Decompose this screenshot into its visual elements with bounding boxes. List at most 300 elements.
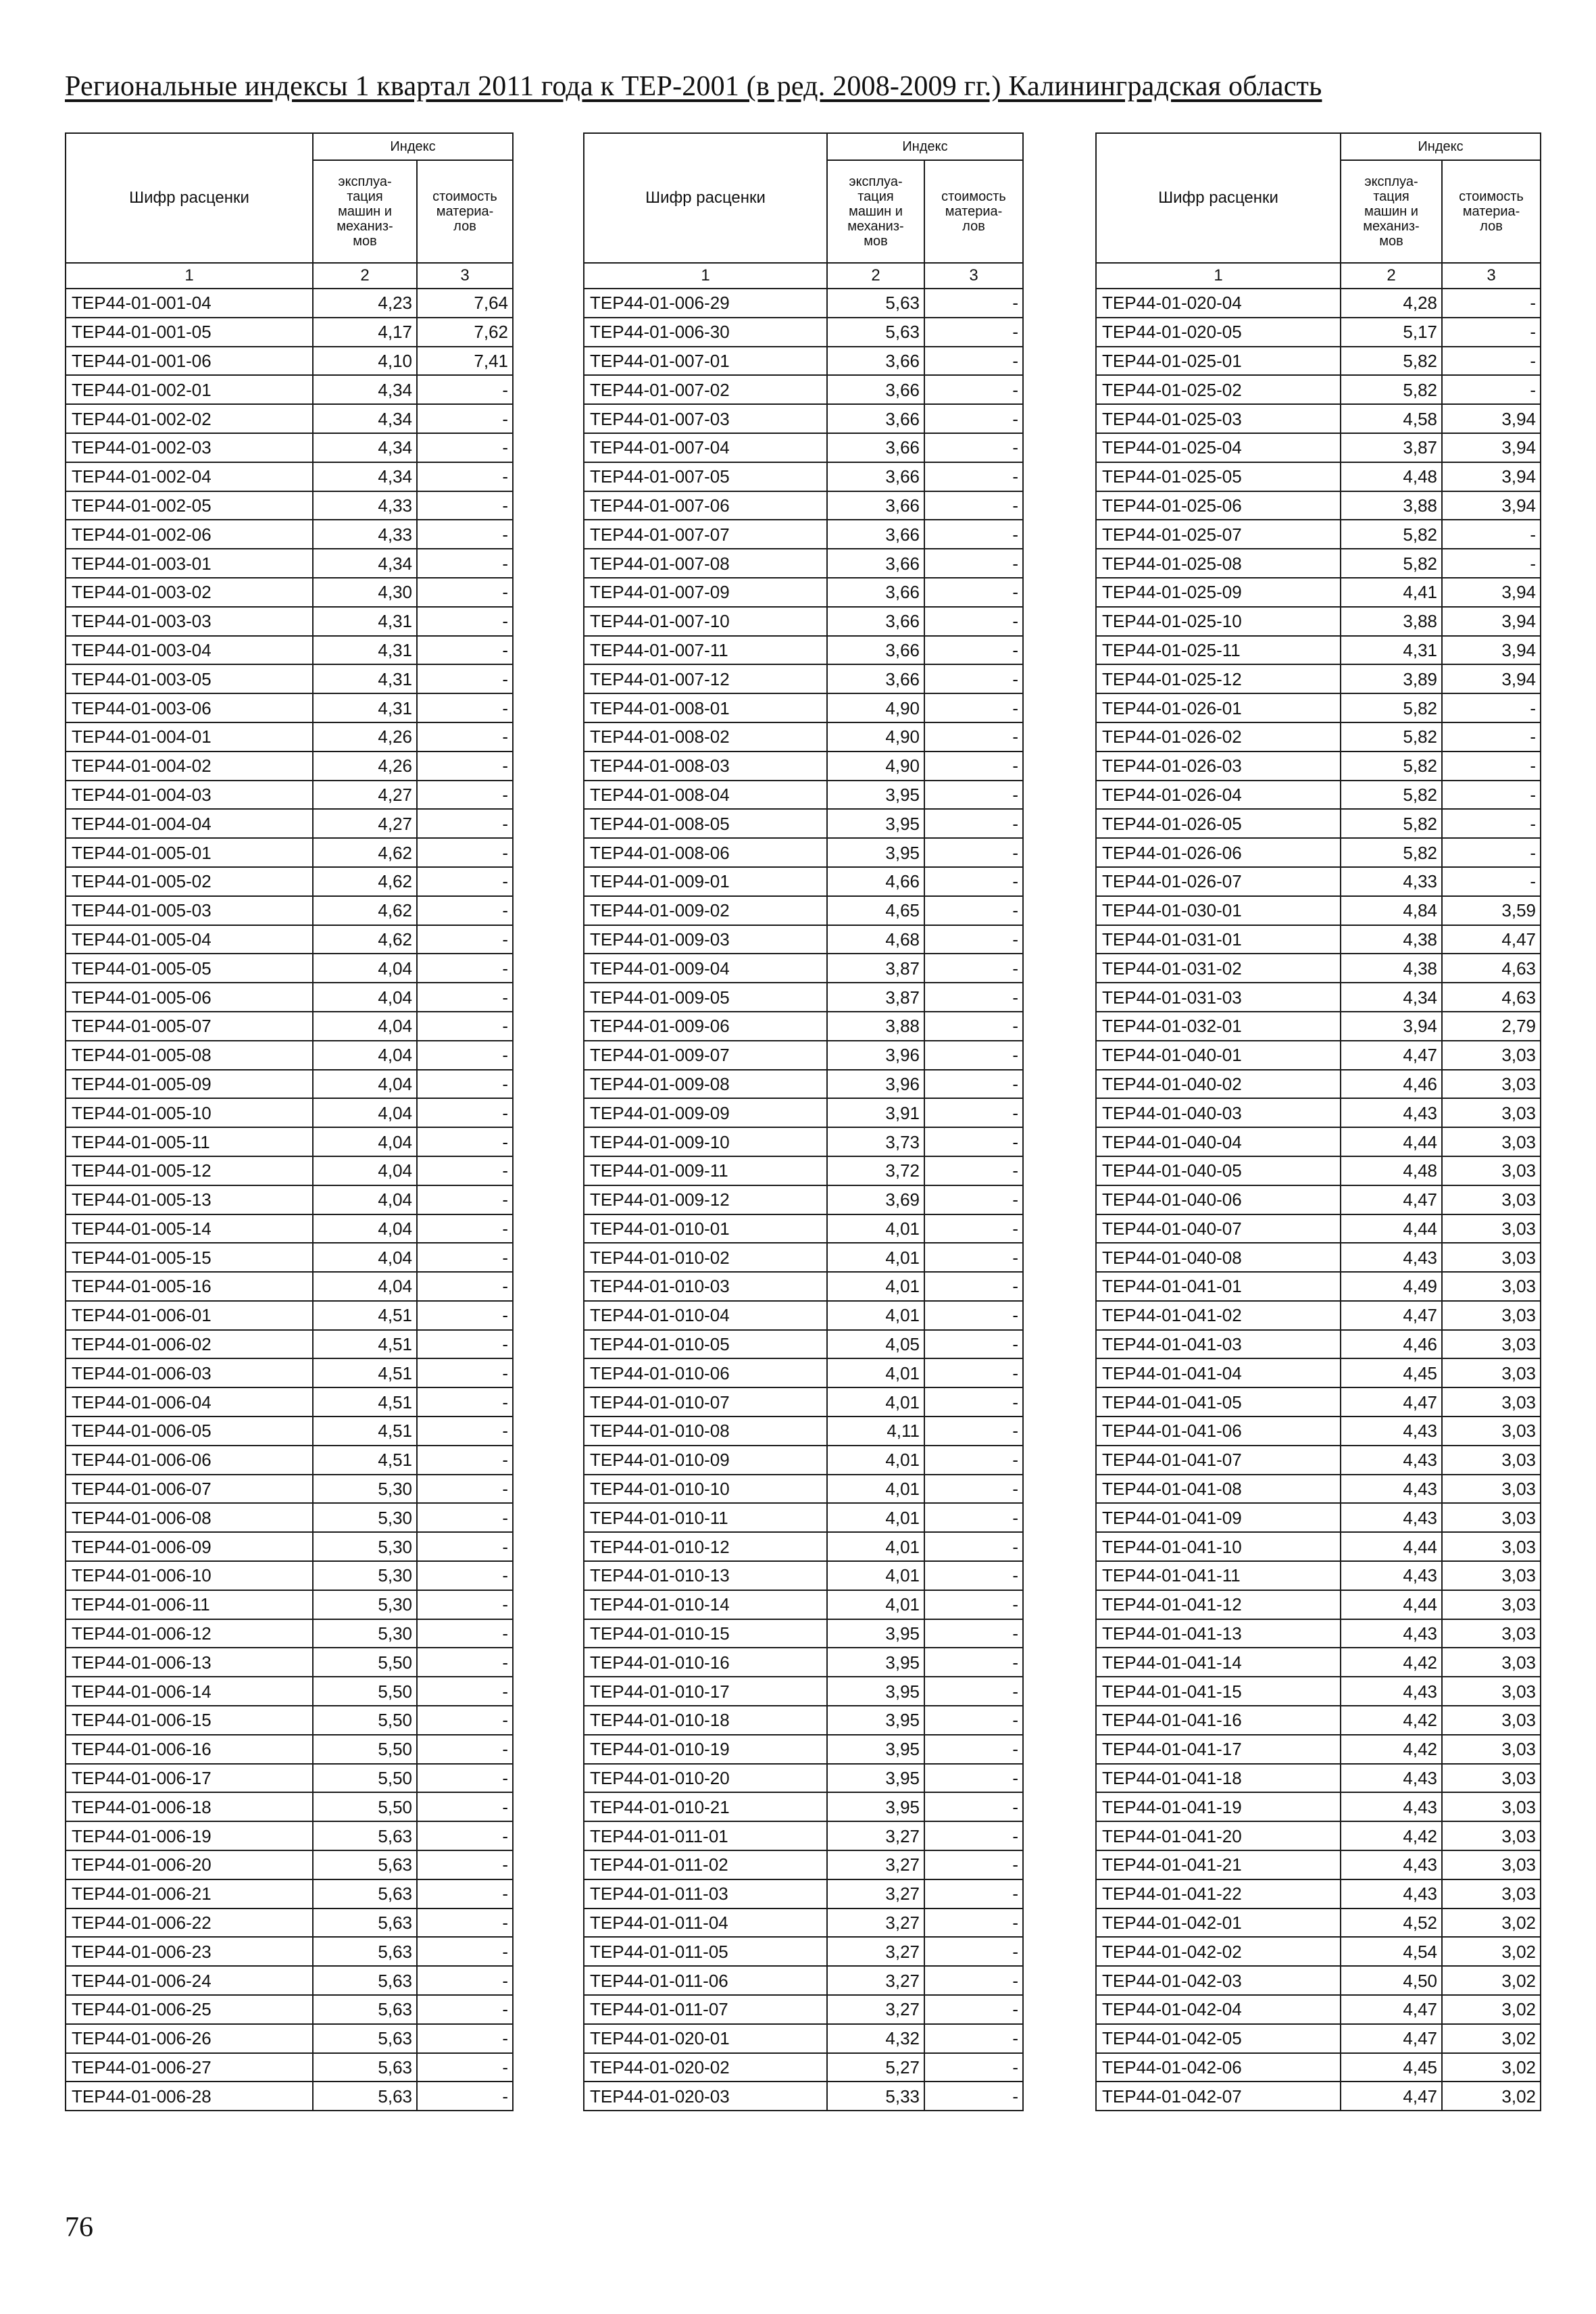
rate-code-cell: ТЕР44-01-008-05 [584,809,827,838]
materials-index-cell: - [417,809,513,838]
rate-code-cell: ТЕР44-01-009-11 [584,1156,827,1185]
column-number-2: 2 [827,263,924,289]
machines-index-cell: 5,82 [1341,781,1442,810]
table-row [584,578,1023,607]
machines-index-cell: 5,63 [313,2024,417,2053]
rate-code-cell: ТЕР44-01-041-22 [1096,1879,1341,1909]
table-row [66,1503,513,1532]
machines-index-cell: 4,04 [313,1041,417,1070]
table-row [66,347,513,376]
materials-index-cell: - [417,1156,513,1185]
rate-code-cell: ТЕР44-01-010-12 [584,1532,827,1561]
materials-index-cell: 3,02 [1442,1966,1541,1995]
rate-code-cell: ТЕР44-01-020-01 [584,2024,827,2053]
table-row [584,347,1023,376]
index-group-header: Индекс [313,133,513,160]
materials-index-cell: - [1442,722,1541,752]
rate-code-cell: ТЕР44-01-011-05 [584,1937,827,1966]
table-row [1096,1070,1541,1099]
rate-code-cell: ТЕР44-01-041-16 [1096,1706,1341,1735]
machines-index-cell: 4,34 [1341,983,1442,1012]
table-row [584,1619,1023,1648]
machines-index-cell: 4,46 [1341,1330,1442,1359]
materials-index-cell: - [417,1590,513,1619]
materials-index-cell: - [417,549,513,578]
rate-code-cell: ТЕР44-01-005-01 [66,838,313,867]
machines-index-cell: 4,04 [313,1012,417,1041]
materials-index-cell: - [924,375,1023,404]
table-row [66,318,513,347]
machines-index-cell: 4,47 [1341,1301,1442,1330]
materials-index-cell: 7,41 [417,347,513,376]
column-number-2: 2 [313,263,417,289]
table-row [66,433,513,462]
column-number-1: 1 [1096,263,1341,289]
machines-index-cell: 4,48 [1341,1156,1442,1185]
table-row [66,1850,513,1879]
rate-code-cell: ТЕР44-01-006-19 [66,1821,313,1850]
materials-index-cell: - [924,1330,1023,1359]
rate-code-cell: ТЕР44-01-006-14 [66,1677,313,1706]
materials-index-cell: 3,94 [1442,433,1541,462]
materials-index-cell: 4,63 [1442,954,1541,983]
rate-code-cell: ТЕР44-01-006-03 [66,1358,313,1387]
materials-index-cell: - [1442,693,1541,722]
table-row [1096,664,1541,693]
table-row [1096,1012,1541,1041]
machines-index-cell: 5,82 [1341,347,1442,376]
table-row [66,1301,513,1330]
machines-index-cell: 5,27 [827,2053,924,2082]
materials-index-cell: - [924,1764,1023,1793]
materials-index-cell: 7,64 [417,289,513,318]
materials-index-cell: 3,03 [1442,1243,1541,1272]
rate-code-cell: ТЕР44-01-006-16 [66,1735,313,1764]
machines-index-cell: 4,01 [827,1358,924,1387]
machines-index-cell: 4,04 [313,983,417,1012]
table-row [1096,1821,1541,1850]
table-row [584,781,1023,810]
materials-index-cell: - [924,289,1023,318]
machines-index-cell: 4,51 [313,1330,417,1359]
machines-column-header: эксплуа- тация машин и механиз- мов [827,160,924,263]
table-row [66,1821,513,1850]
table-row [66,1937,513,1966]
rate-code-cell: ТЕР44-01-006-26 [66,2024,313,2053]
machines-index-cell: 4,01 [827,1446,924,1475]
materials-index-cell: - [417,2053,513,2082]
machines-index-cell: 3,96 [827,1041,924,1070]
machines-index-cell: 4,47 [1341,2024,1442,2053]
machines-index-cell: 5,63 [313,1850,417,1879]
materials-index-cell: - [417,781,513,810]
table-row [584,983,1023,1012]
rate-code-cell: ТЕР44-01-004-03 [66,781,313,810]
table-row [66,1909,513,1938]
table-row [1096,838,1541,867]
table-row [1096,752,1541,781]
machines-index-cell: 4,47 [1341,1185,1442,1214]
rate-code-cell: ТЕР44-01-025-05 [1096,462,1341,491]
materials-index-cell: - [417,1041,513,1070]
table-row [584,1012,1023,1041]
index-table [1095,132,1541,2111]
table-row [66,1706,513,1735]
rate-code-cell: ТЕР44-01-010-17 [584,1677,827,1706]
table-row [584,693,1023,722]
machines-index-cell: 5,30 [313,1475,417,1504]
machines-index-cell: 4,43 [1341,1417,1442,1446]
table-row [66,896,513,925]
table-row [584,1821,1023,1850]
rate-code-cell: ТЕР44-01-005-15 [66,1243,313,1272]
rate-code-cell: ТЕР44-01-006-27 [66,2053,313,2082]
machines-index-cell: 4,38 [1341,954,1442,983]
table-row [584,1561,1023,1590]
materials-index-cell: - [417,520,513,549]
materials-index-cell: 3,94 [1442,664,1541,693]
machines-index-cell: 3,95 [827,781,924,810]
table-row [1096,1475,1541,1504]
rate-code-cell: ТЕР44-01-025-09 [1096,578,1341,607]
table-row [66,954,513,983]
machines-index-cell: 4,44 [1341,1532,1442,1561]
rate-code-cell: ТЕР44-01-041-18 [1096,1764,1341,1793]
materials-index-cell: - [417,1792,513,1821]
machines-index-cell: 4,54 [1341,1937,1442,1966]
materials-index-cell: - [924,752,1023,781]
table-row [1096,578,1541,607]
rate-code-cell: ТЕР44-01-004-01 [66,722,313,752]
materials-index-cell: - [417,1272,513,1301]
rate-code-cell: ТЕР44-01-005-06 [66,983,313,1012]
machines-index-cell: 3,87 [827,983,924,1012]
machines-index-cell: 4,33 [313,520,417,549]
machines-index-cell: 4,50 [1341,1966,1442,1995]
machines-index-cell: 4,17 [313,318,417,347]
table-row [584,607,1023,636]
materials-index-cell: - [417,1619,513,1648]
materials-index-cell: 3,03 [1442,1590,1541,1619]
materials-index-cell: 4,47 [1442,925,1541,954]
table-row [1096,2082,1541,2111]
table-row [1096,954,1541,983]
rate-code-cell: ТЕР44-01-040-01 [1096,1041,1341,1070]
materials-index-cell: - [924,1937,1023,1966]
rate-code-cell: ТЕР44-01-006-18 [66,1792,313,1821]
index-group-header: Индекс [827,133,1023,160]
rate-code-cell: ТЕР44-01-042-01 [1096,1909,1341,1938]
table-header [1096,133,1541,289]
machines-index-cell: 3,95 [827,838,924,867]
table-row [584,1995,1023,2024]
rate-code-cell: ТЕР44-01-009-02 [584,896,827,925]
machines-index-cell: 4,34 [313,549,417,578]
rate-code-cell: ТЕР44-01-005-11 [66,1127,313,1156]
machines-index-cell: 4,34 [313,462,417,491]
machines-index-cell: 3,95 [827,1764,924,1793]
table-row [1096,1243,1541,1272]
materials-index-cell: - [924,1070,1023,1099]
rate-code-cell: ТЕР44-01-040-07 [1096,1214,1341,1244]
rate-code-cell: ТЕР44-01-010-20 [584,1764,827,1793]
materials-index-cell: - [417,954,513,983]
page-number: 76 [65,2212,93,2243]
table-row [1096,549,1541,578]
table-row [584,375,1023,404]
rate-code-cell: ТЕР44-01-010-13 [584,1561,827,1590]
table-row [1096,1937,1541,1966]
materials-index-cell: - [1442,347,1541,376]
materials-index-cell: 3,02 [1442,2082,1541,2111]
machines-index-cell: 4,43 [1341,1879,1442,1909]
materials-index-cell: - [417,1937,513,1966]
materials-index-cell: - [924,1648,1023,1677]
machines-index-cell: 5,82 [1341,375,1442,404]
materials-index-cell: 3,03 [1442,1503,1541,1532]
table-row [584,1041,1023,1070]
machines-index-cell: 3,66 [827,404,924,433]
table-row [1096,1446,1541,1475]
materials-index-cell: - [417,1446,513,1475]
machines-index-cell: 5,30 [313,1590,417,1619]
table-body [1096,289,1541,2111]
table-row [1096,462,1541,491]
table-row [584,636,1023,665]
rate-code-cell: ТЕР44-01-042-06 [1096,2053,1341,2082]
column-number-3: 3 [1442,263,1541,289]
machines-index-cell: 4,23 [313,289,417,318]
rate-code-cell: ТЕР44-01-011-07 [584,1995,827,2024]
rate-code-cell: ТЕР44-01-040-05 [1096,1156,1341,1185]
table-row [1096,520,1541,549]
materials-index-cell: 3,03 [1442,1619,1541,1648]
machines-index-cell: 4,62 [313,867,417,896]
materials-index-cell: - [924,404,1023,433]
materials-index-cell: - [924,578,1023,607]
machines-index-cell: 3,95 [827,1706,924,1735]
rate-code-cell: ТЕР44-01-009-03 [584,925,827,954]
materials-index-cell: 3,03 [1442,1070,1541,1099]
table-row [584,838,1023,867]
materials-index-cell: - [924,983,1023,1012]
rate-code-cell: ТЕР44-01-025-04 [1096,433,1341,462]
table-row [584,1272,1023,1301]
machines-index-cell: 4,31 [313,636,417,665]
machines-index-cell: 5,30 [313,1619,417,1648]
materials-index-cell: - [1442,549,1541,578]
machines-index-cell: 5,63 [827,318,924,347]
rate-code-cell: ТЕР44-01-007-07 [584,520,827,549]
table-row [1096,983,1541,1012]
rate-code-cell: ТЕР44-01-006-20 [66,1850,313,1879]
table-row [66,1475,513,1504]
materials-column-header: стоимость материа- лов [924,160,1023,263]
rate-code-cell: ТЕР44-01-020-03 [584,2082,827,2111]
materials-index-cell: - [1442,781,1541,810]
machines-index-cell: 4,04 [313,1127,417,1156]
materials-index-cell: - [924,1706,1023,1735]
rate-code-cell: ТЕР44-01-009-12 [584,1185,827,1214]
materials-index-cell: - [924,664,1023,693]
machines-index-cell: 4,33 [313,491,417,520]
column-number-1: 1 [584,263,827,289]
table-row [1096,1387,1541,1417]
table-row [66,578,513,607]
machines-index-cell: 4,04 [313,1185,417,1214]
rate-code-cell: ТЕР44-01-010-06 [584,1358,827,1387]
table-row [584,752,1023,781]
machines-index-cell: 4,01 [827,1387,924,1417]
machines-index-cell: 4,51 [313,1446,417,1475]
rate-code-cell: ТЕР44-01-007-09 [584,578,827,607]
materials-index-cell: - [924,1966,1023,1995]
machines-index-cell: 3,27 [827,1966,924,1995]
table-row [584,520,1023,549]
machines-index-cell: 5,30 [313,1503,417,1532]
materials-index-cell: - [924,954,1023,983]
machines-index-cell: 4,43 [1341,1098,1442,1127]
table-row [66,491,513,520]
table-row [1096,1764,1541,1793]
materials-index-cell: 7,62 [417,318,513,347]
rate-code-cell: ТЕР44-01-025-01 [1096,347,1341,376]
table-row [66,1764,513,1793]
table-row [66,1330,513,1359]
machines-index-cell: 5,63 [313,1995,417,2024]
materials-index-cell: - [924,433,1023,462]
materials-index-cell: - [417,2024,513,2053]
machines-index-cell: 4,90 [827,722,924,752]
rate-code-cell: ТЕР44-01-011-02 [584,1850,827,1879]
rate-code-cell: ТЕР44-01-005-14 [66,1214,313,1244]
materials-index-cell: - [924,1475,1023,1504]
rate-code-cell: ТЕР44-01-025-08 [1096,549,1341,578]
materials-index-cell: - [1442,838,1541,867]
machines-index-cell: 4,01 [827,1532,924,1561]
table-row [1096,1098,1541,1127]
machines-index-cell: 4,44 [1341,1590,1442,1619]
table-row [584,1850,1023,1879]
rate-code-cell: ТЕР44-01-010-14 [584,1590,827,1619]
machines-index-cell: 5,82 [1341,520,1442,549]
rate-code-cell: ТЕР44-01-025-12 [1096,664,1341,693]
table-row [1096,1677,1541,1706]
materials-index-cell: 3,03 [1442,1330,1541,1359]
table-row [66,867,513,896]
table-row [584,1475,1023,1504]
table-row [1096,347,1541,376]
machines-index-cell: 3,27 [827,1821,924,1850]
table-row [66,1127,513,1156]
rate-code-cell: ТЕР44-01-006-10 [66,1561,313,1590]
materials-index-cell: 3,03 [1442,1098,1541,1127]
machines-index-cell: 4,01 [827,1301,924,1330]
machines-index-cell: 4,04 [313,1214,417,1244]
table-row [66,1272,513,1301]
table-row [66,722,513,752]
rate-code-cell: ТЕР44-01-006-04 [66,1387,313,1417]
materials-index-cell: - [417,1821,513,1850]
table-row [1096,375,1541,404]
machines-index-cell: 5,63 [313,1821,417,1850]
machines-index-cell: 4,47 [1341,1995,1442,2024]
machines-index-cell: 3,95 [827,1792,924,1821]
materials-index-cell: - [924,809,1023,838]
table-row [584,404,1023,433]
materials-index-cell: 3,94 [1442,578,1541,607]
rate-code-cell: ТЕР44-01-031-01 [1096,925,1341,954]
materials-index-cell: 3,94 [1442,404,1541,433]
materials-index-cell: - [924,318,1023,347]
rate-code-cell: ТЕР44-01-006-28 [66,2082,313,2111]
materials-index-cell: - [417,1735,513,1764]
table-row [66,1590,513,1619]
machines-index-cell: 5,63 [313,1879,417,1909]
machines-index-cell: 4,46 [1341,1070,1442,1099]
rate-code-cell: ТЕР44-01-001-05 [66,318,313,347]
materials-index-cell: - [924,2053,1023,2082]
materials-index-cell: - [417,1706,513,1735]
machines-index-cell: 4,45 [1341,1358,1442,1387]
materials-index-cell: - [924,1185,1023,1214]
rate-code-cell: ТЕР44-01-025-11 [1096,636,1341,665]
machines-index-cell: 4,31 [1341,636,1442,665]
rate-code-cell: ТЕР44-01-026-05 [1096,809,1341,838]
table-row [1096,1735,1541,1764]
rate-code-cell: ТЕР44-01-010-04 [584,1301,827,1330]
materials-index-cell: - [924,1387,1023,1417]
rate-code-cell: ТЕР44-01-010-16 [584,1648,827,1677]
table-row [66,1446,513,1475]
rate-code-cell: ТЕР44-01-003-05 [66,664,313,693]
table-row [66,1214,513,1244]
table-row [66,1677,513,1706]
machines-index-cell: 4,42 [1341,1706,1442,1735]
rate-code-cell: ТЕР44-01-032-01 [1096,1012,1341,1041]
machines-index-cell: 4,01 [827,1243,924,1272]
materials-index-cell: - [417,1995,513,2024]
materials-index-cell: - [417,752,513,781]
rate-code-cell: ТЕР44-01-020-02 [584,2053,827,2082]
machines-index-cell: 4,47 [1341,2082,1442,2111]
column-number-3: 3 [924,263,1023,289]
materials-index-cell: 3,03 [1442,1417,1541,1446]
machines-index-cell: 4,43 [1341,1677,1442,1706]
table-row [1096,491,1541,520]
materials-index-cell: - [924,1243,1023,1272]
column-number-3: 3 [417,263,513,289]
machines-index-cell: 3,27 [827,1995,924,2024]
machines-index-cell: 4,31 [313,607,417,636]
table-row [584,896,1023,925]
materials-index-cell: - [924,781,1023,810]
table-row [584,1243,1023,1272]
table-row [1096,1358,1541,1387]
machines-index-cell: 3,94 [1341,1012,1442,1041]
machines-index-cell: 4,04 [313,1156,417,1185]
machines-index-cell: 4,52 [1341,1909,1442,1938]
machines-index-cell: 3,95 [827,1648,924,1677]
materials-index-cell: - [924,347,1023,376]
table-row [66,375,513,404]
table-row [66,1070,513,1099]
table-header [66,133,513,289]
materials-index-cell: - [924,1127,1023,1156]
table-row [584,1070,1023,1099]
machines-index-cell: 5,82 [1341,752,1442,781]
rate-code-cell: ТЕР44-01-002-03 [66,433,313,462]
